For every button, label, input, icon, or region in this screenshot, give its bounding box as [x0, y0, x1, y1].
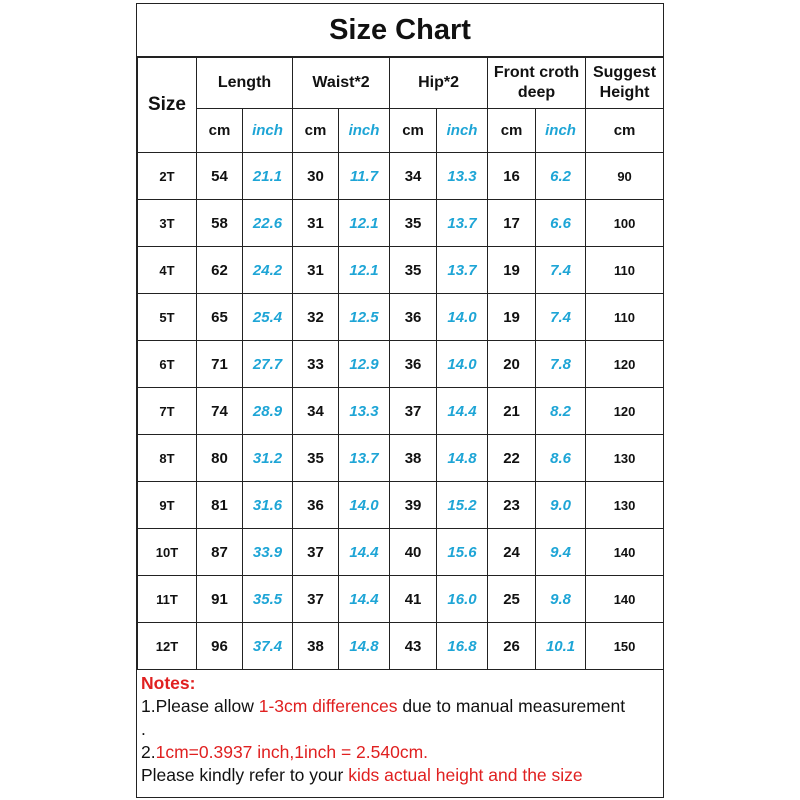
table-row	[138, 153, 664, 200]
table-row	[138, 294, 664, 341]
size-cell: 5T	[138, 294, 197, 341]
waist-cm-cell: 36	[293, 482, 339, 529]
length-cm-cell: 87	[197, 529, 243, 576]
front-inch-cell: 9.0	[536, 482, 586, 529]
length-cm-cell: 81	[197, 482, 243, 529]
table-row	[138, 341, 664, 388]
waist-cm-cell: 33	[293, 341, 339, 388]
table-row	[138, 247, 664, 294]
note3-text-a: Please kindly refer to your	[141, 765, 349, 785]
size-cell: 8T	[138, 435, 197, 482]
note-line-3	[141, 764, 663, 787]
unit-inch: inch	[536, 109, 586, 153]
length-inch-cell: 33.9	[243, 529, 293, 576]
height-cm-cell: 150	[586, 623, 664, 670]
hip-inch-cell: 15.2	[437, 482, 488, 529]
front-cm-cell: 23	[488, 482, 536, 529]
front-inch-cell: 6.6	[536, 200, 586, 247]
note3-highlight: kids actual height and the size	[348, 765, 583, 785]
waist-cm-cell: 32	[293, 294, 339, 341]
note-line-1-cont: .	[141, 719, 146, 739]
waist-cm-cell: 38	[293, 623, 339, 670]
header-suggest-line1: Suggest	[592, 64, 657, 81]
unit-cm: cm	[197, 109, 243, 153]
front-inch-cell: 8.2	[536, 388, 586, 435]
header-waist: Waist*2	[293, 58, 390, 109]
table-row	[138, 388, 664, 435]
length-cm-cell: 91	[197, 576, 243, 623]
front-inch-cell: 7.8	[536, 341, 586, 388]
note2-highlight: 1cm=0.3937 inch,1inch = 2.540cm.	[155, 742, 429, 762]
hip-inch-cell: 14.8	[437, 435, 488, 482]
header-suggest-height	[586, 58, 664, 109]
length-inch-cell: 31.2	[243, 435, 293, 482]
chart-title: Size Chart	[137, 4, 663, 57]
length-cm-cell: 74	[197, 388, 243, 435]
front-cm-cell: 24	[488, 529, 536, 576]
waist-inch-cell: 13.3	[339, 388, 390, 435]
header-front-line2: deep	[517, 84, 556, 101]
waist-cm-cell: 37	[293, 529, 339, 576]
header-front-line1: Front croth	[493, 64, 580, 81]
header-size: Size	[138, 58, 197, 153]
front-cm-cell: 22	[488, 435, 536, 482]
hip-cm-cell: 34	[390, 153, 437, 200]
size-cell: 2T	[138, 153, 197, 200]
hip-cm-cell: 38	[390, 435, 437, 482]
height-cm-cell: 130	[586, 482, 664, 529]
waist-inch-cell: 14.4	[339, 529, 390, 576]
front-inch-cell: 8.6	[536, 435, 586, 482]
front-cm-cell: 25	[488, 576, 536, 623]
size-cell: 3T	[138, 200, 197, 247]
size-chart	[136, 3, 664, 798]
unit-cm: cm	[293, 109, 339, 153]
length-inch-cell: 24.2	[243, 247, 293, 294]
length-inch-cell: 22.6	[243, 200, 293, 247]
waist-cm-cell: 30	[293, 153, 339, 200]
hip-inch-cell: 14.0	[437, 341, 488, 388]
front-cm-cell: 26	[488, 623, 536, 670]
length-cm-cell: 58	[197, 200, 243, 247]
hip-cm-cell: 37	[390, 388, 437, 435]
hip-cm-cell: 36	[390, 341, 437, 388]
height-cm-cell: 100	[586, 200, 664, 247]
table-row	[138, 435, 664, 482]
front-inch-cell: 9.4	[536, 529, 586, 576]
hip-inch-cell: 16.8	[437, 623, 488, 670]
hip-cm-cell: 36	[390, 294, 437, 341]
front-inch-cell: 10.1	[536, 623, 586, 670]
length-inch-cell: 35.5	[243, 576, 293, 623]
hip-inch-cell: 15.6	[437, 529, 488, 576]
hip-inch-cell: 13.7	[437, 200, 488, 247]
height-cm-cell: 140	[586, 576, 664, 623]
height-cm-cell: 110	[586, 294, 664, 341]
front-inch-cell: 6.2	[536, 153, 586, 200]
front-cm-cell: 16	[488, 153, 536, 200]
notes	[137, 670, 663, 787]
length-cm-cell: 62	[197, 247, 243, 294]
waist-inch-cell: 11.7	[339, 153, 390, 200]
front-inch-cell: 9.8	[536, 576, 586, 623]
length-cm-cell: 96	[197, 623, 243, 670]
hip-inch-cell: 13.7	[437, 247, 488, 294]
waist-cm-cell: 31	[293, 200, 339, 247]
length-cm-cell: 71	[197, 341, 243, 388]
note1-highlight: 1-3cm differences	[258, 696, 398, 716]
waist-inch-cell: 14.8	[339, 623, 390, 670]
table-row	[138, 529, 664, 576]
height-cm-cell: 120	[586, 388, 664, 435]
unit-cm: cm	[488, 109, 536, 153]
waist-cm-cell: 34	[293, 388, 339, 435]
size-cell: 7T	[138, 388, 197, 435]
size-cell: 11T	[138, 576, 197, 623]
header-hip: Hip*2	[390, 58, 488, 109]
size-cell: 12T	[138, 623, 197, 670]
length-inch-cell: 27.7	[243, 341, 293, 388]
unit-inch: inch	[339, 109, 390, 153]
hip-inch-cell: 13.3	[437, 153, 488, 200]
header-suggest-line2: Height	[599, 84, 650, 101]
front-inch-cell: 7.4	[536, 247, 586, 294]
note-line-1	[141, 695, 663, 718]
note1-text-a: 1.Please allow	[141, 696, 259, 716]
hip-inch-cell: 16.0	[437, 576, 488, 623]
length-inch-cell: 21.1	[243, 153, 293, 200]
hip-cm-cell: 41	[390, 576, 437, 623]
front-cm-cell: 20	[488, 341, 536, 388]
length-cm-cell: 54	[197, 153, 243, 200]
hip-inch-cell: 14.0	[437, 294, 488, 341]
unit-inch: inch	[243, 109, 293, 153]
hip-cm-cell: 39	[390, 482, 437, 529]
note2-text-a: 2.	[141, 742, 156, 762]
table-row	[138, 482, 664, 529]
header-length: Length	[197, 58, 293, 109]
waist-inch-cell: 13.7	[339, 435, 390, 482]
table-row	[138, 623, 664, 670]
notes-heading: Notes:	[141, 673, 196, 693]
waist-cm-cell: 35	[293, 435, 339, 482]
length-inch-cell: 31.6	[243, 482, 293, 529]
length-cm-cell: 65	[197, 294, 243, 341]
front-cm-cell: 19	[488, 294, 536, 341]
height-cm-cell: 130	[586, 435, 664, 482]
height-cm-cell: 110	[586, 247, 664, 294]
length-cm-cell: 80	[197, 435, 243, 482]
waist-inch-cell: 14.0	[339, 482, 390, 529]
length-inch-cell: 37.4	[243, 623, 293, 670]
height-cm-cell: 120	[586, 341, 664, 388]
hip-cm-cell: 35	[390, 200, 437, 247]
waist-inch-cell: 14.4	[339, 576, 390, 623]
height-cm-cell: 140	[586, 529, 664, 576]
header-front-crotch	[488, 58, 586, 109]
front-cm-cell: 19	[488, 247, 536, 294]
front-cm-cell: 17	[488, 200, 536, 247]
height-cm-cell: 90	[586, 153, 664, 200]
size-rows	[138, 153, 664, 670]
size-cell: 9T	[138, 482, 197, 529]
front-cm-cell: 21	[488, 388, 536, 435]
waist-cm-cell: 37	[293, 576, 339, 623]
unit-cm: cm	[586, 109, 664, 153]
length-inch-cell: 25.4	[243, 294, 293, 341]
hip-inch-cell: 14.4	[437, 388, 488, 435]
table-row	[138, 576, 664, 623]
size-cell: 4T	[138, 247, 197, 294]
unit-cm: cm	[390, 109, 437, 153]
waist-cm-cell: 31	[293, 247, 339, 294]
waist-inch-cell: 12.1	[339, 247, 390, 294]
front-inch-cell: 7.4	[536, 294, 586, 341]
length-inch-cell: 28.9	[243, 388, 293, 435]
waist-inch-cell: 12.9	[339, 341, 390, 388]
waist-inch-cell: 12.5	[339, 294, 390, 341]
note-line-2	[141, 741, 663, 764]
hip-cm-cell: 40	[390, 529, 437, 576]
hip-cm-cell: 35	[390, 247, 437, 294]
size-table	[137, 57, 664, 670]
waist-inch-cell: 12.1	[339, 200, 390, 247]
unit-inch: inch	[437, 109, 488, 153]
note1-text-b: due to manual measurement	[397, 696, 626, 716]
size-cell: 6T	[138, 341, 197, 388]
table-row	[138, 200, 664, 247]
size-cell: 10T	[138, 529, 197, 576]
hip-cm-cell: 43	[390, 623, 437, 670]
